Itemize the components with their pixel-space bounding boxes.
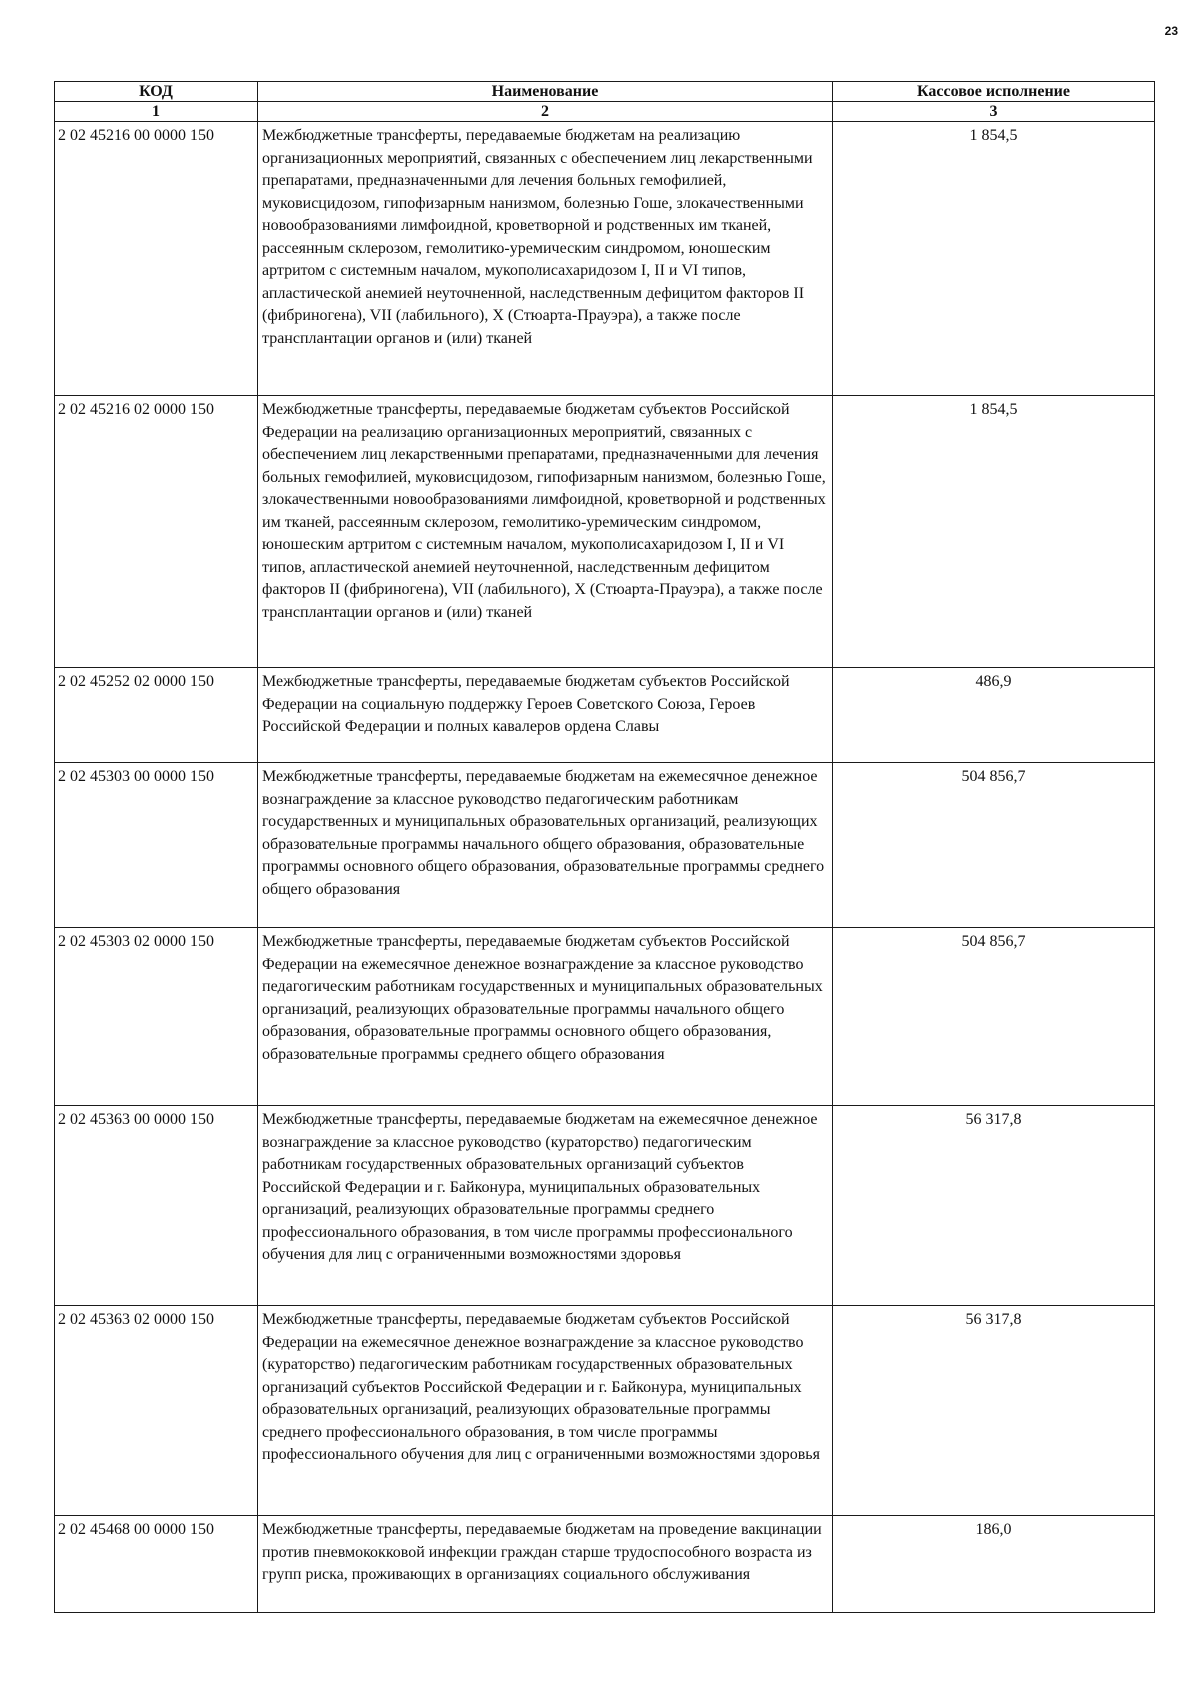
- row-amount: 56 317,8: [833, 1106, 1155, 1306]
- row-amount: 1 854,5: [833, 396, 1155, 668]
- header-amount: Кассовое исполнение: [833, 82, 1155, 102]
- row-name: Межбюджетные трансферты, передаваемые бюджетам на проведение вакцинации против пневмококковой инфекции граждан старше трудоспособного возраста из групп риска, проживающих в организациях социального обслуживания: [258, 1516, 833, 1613]
- row-code: 2 02 45216 02 0000 150: [55, 396, 258, 668]
- header-code: КОД: [55, 82, 258, 102]
- row-name: Межбюджетные трансферты, передаваемые бюджетам субъектов Российской Федерации на социальную поддержку Героев Советского Союза, Героев Российской Федерации и полных кавалеров ордена Славы: [258, 668, 833, 763]
- header-number-1: 1: [55, 102, 258, 122]
- row-name: Межбюджетные трансферты, передаваемые бюджетам на ежемесячное денежное вознаграждение за классное руководство педагогическим работникам государственных и муниципальных образовательных организаций, реализующих образовательные программы начального общего образования, образовательные программы основного общего образования, образовательные программы среднего общего образования: [258, 763, 833, 928]
- row-amount: 486,9: [833, 668, 1155, 763]
- row-code: 2 02 45363 02 0000 150: [55, 1306, 258, 1516]
- header-number-2: 2: [258, 102, 833, 122]
- row-name: Межбюджетные трансферты, передаваемые бюджетам на ежемесячное денежное вознаграждение за классное руководство (кураторство) педагогическим работникам государственных образовательных организаций субъектов Российской Федерации и г. Байконура, муниципальных образовательных организаций, реализующих образовательные программы среднего профессионального образования, в том числе программы профессионального обучения для лиц с ограниченными возможностями здоровья: [258, 1106, 833, 1306]
- row-code: 2 02 45303 02 0000 150: [55, 928, 258, 1106]
- row-code: 2 02 45468 00 0000 150: [55, 1516, 258, 1613]
- table-row: [55, 928, 1155, 1106]
- table-row: [55, 1516, 1155, 1613]
- header-number-row: [55, 102, 1155, 122]
- row-name: Межбюджетные трансферты, передаваемые бюджетам субъектов Российской Федерации на реализацию организационных мероприятий, связанных с обеспечением лиц лекарственными препаратами, предназначенными для лечения больных гемофилией, муковисцидозом, гипофизарным нанизмом, болезнью Гоше, злокачественными новообразованиями лимфоидной, кроветворной и родственных им тканей, рассеянным склерозом, гемолитико-уремическим синдромом, юношеским артритом с системным началом, мукополисахаридозом I, II и VI типов, апластической анемией неуточненной, наследственным дефицитом факторов II (фибриногена), VII (лабильного), X (Стюарта-Прауэра), а также после трансплантации органов и (или) тканей: [258, 396, 833, 668]
- row-amount: 504 856,7: [833, 763, 1155, 928]
- row-amount: 1 854,5: [833, 122, 1155, 396]
- header-name: Наименование: [258, 82, 833, 102]
- row-amount: 504 856,7: [833, 928, 1155, 1106]
- row-name: Межбюджетные трансферты, передаваемые бюджетам субъектов Российской Федерации на ежемесячное денежное вознаграждение за классное руководство (кураторство) педагогическим работникам государственных образовательных организаций субъектов Российской Федерации и г. Байконура, муниципальных образовательных организаций, реализующих образовательные программы среднего профессионального образования, в том числе программы профессионального обучения для лиц с ограниченными возможностями здоровья: [258, 1306, 833, 1516]
- row-amount: 56 317,8: [833, 1306, 1155, 1516]
- row-code: 2 02 45303 00 0000 150: [55, 763, 258, 928]
- row-code: 2 02 45363 00 0000 150: [55, 1106, 258, 1306]
- header-number-3: 3: [833, 102, 1155, 122]
- header-row: [55, 82, 1155, 102]
- row-code: 2 02 45252 02 0000 150: [55, 668, 258, 763]
- row-code: 2 02 45216 00 0000 150: [55, 122, 258, 396]
- budget-table: [54, 81, 1155, 1613]
- table-row: [55, 1106, 1155, 1306]
- table-row: [55, 396, 1155, 668]
- row-amount: 186,0: [833, 1516, 1155, 1613]
- table-row: [55, 122, 1155, 396]
- table-row: [55, 668, 1155, 763]
- table-row: [55, 763, 1155, 928]
- table-row: [55, 1306, 1155, 1516]
- row-name: Межбюджетные трансферты, передаваемые бюджетам субъектов Российской Федерации на ежемесячное денежное вознаграждение за классное руководство педагогическим работникам государственных и муниципальных образовательных организаций, реализующих образовательные программы начального общего образования, образовательные программы основного общего образования, образовательные программы среднего общего образования: [258, 928, 833, 1106]
- page-number: 23: [1164, 24, 1178, 38]
- row-name: Межбюджетные трансферты, передаваемые бюджетам на реализацию организационных мероприятий, связанных с обеспечением лиц лекарственными препаратами, предназначенными для лечения больных гемофилией, муковисцидозом, гипофизарным нанизмом, болезнью Гоше, злокачественными новообразованиями лимфоидной, кроветворной и родственных им тканей, рассеянным склерозом, гемолитико-уремическим синдромом, юношеским артритом с системным началом, мукополисахаридозом I, II и VI типов, апластической анемией неуточненной, наследственным дефицитом факторов II (фибриногена), VII (лабильного), X (Стюарта-Прауэра), а также после трансплантации органов и (или) тканей: [258, 122, 833, 396]
